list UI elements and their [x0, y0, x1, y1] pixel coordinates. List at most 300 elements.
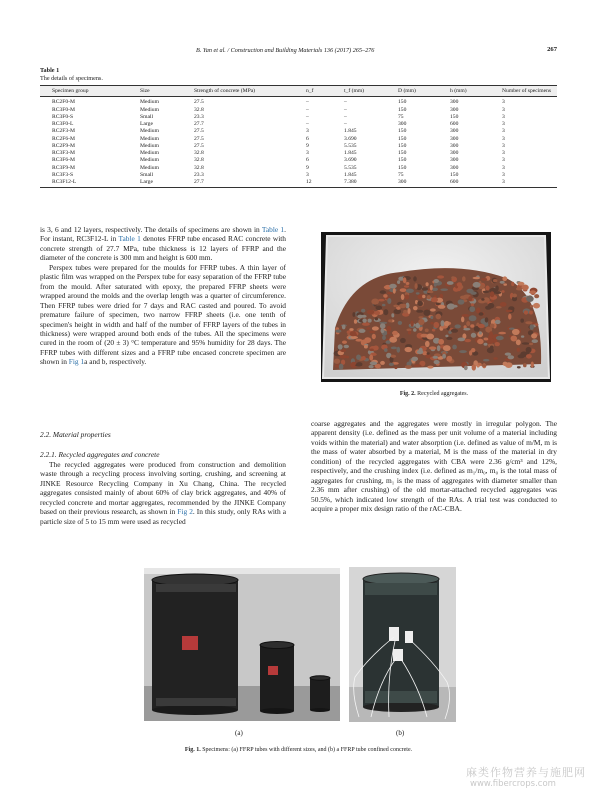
table-row — [40, 165, 557, 172]
aggregate-particle — [530, 305, 533, 308]
table-cell: 3 — [502, 171, 505, 178]
table-cell: – — [344, 99, 347, 106]
table-cell: 150 — [398, 157, 407, 164]
aggregate-particle — [399, 304, 407, 309]
aggregate-particle — [440, 288, 448, 291]
aggregate-particle — [447, 281, 454, 285]
aggregate-particle — [464, 366, 468, 371]
text-run: is 3, 6 and 12 layers, respectively. The details of specimens are shown in — [40, 225, 262, 234]
aggregate-particle — [512, 294, 517, 298]
table-cell: Medium — [140, 135, 159, 142]
aggregate-particle — [427, 366, 433, 369]
table-cell: 300 — [450, 128, 459, 135]
table-cell: 75 — [398, 171, 404, 178]
table-cell: Large — [140, 121, 153, 127]
aggregate-particle — [512, 329, 520, 335]
aggregate-particle — [391, 347, 397, 350]
aggregate-particle — [380, 361, 385, 365]
aggregate-particle — [364, 345, 368, 349]
aggregate-particle — [374, 311, 380, 315]
aggregate-particle — [477, 339, 484, 344]
aggregate-particle — [526, 296, 534, 302]
aggregate-particle — [535, 323, 539, 325]
table-row — [40, 114, 557, 121]
aggregate-particle — [362, 356, 366, 360]
figure-label: Fig. 2. — [399, 391, 416, 397]
aggregate-particle — [442, 354, 446, 359]
aggregate-particle — [481, 278, 487, 281]
aggregate-particle — [485, 317, 489, 322]
paragraph — [40, 225, 286, 263]
aggregate-particle — [381, 328, 385, 333]
ffrp-tubes-photo — [144, 568, 340, 721]
aggregate-particle — [361, 315, 367, 318]
aggregate-particle — [511, 282, 514, 286]
aggregate-particle — [455, 324, 461, 328]
aggregate-particle — [410, 321, 413, 327]
table-cell: 3 — [502, 113, 505, 120]
table-row — [40, 143, 557, 150]
table-row — [40, 179, 557, 188]
specimen-table — [40, 85, 557, 188]
table-row — [40, 128, 557, 135]
table-cell: 5.535 — [344, 164, 357, 171]
text-run: . In this study, only RAs with a particle size of 5 to 15 mm were used as recycled — [40, 507, 286, 526]
table-cell: RC2F0-M — [52, 99, 76, 106]
aggregate-particle — [483, 291, 490, 293]
table-row — [40, 97, 557, 107]
aggregate-particle — [445, 335, 448, 338]
aggregate-particle — [356, 362, 362, 366]
figure-label: Fig. 1. — [184, 747, 201, 753]
aggregate-particle — [490, 324, 495, 328]
table-cell: 27.5 — [194, 142, 204, 149]
aggregate-particle — [362, 319, 366, 323]
table-cell: 600 — [450, 121, 459, 127]
table-cell: RC3F3-S — [52, 171, 74, 178]
aggregate-particle — [340, 355, 347, 359]
table-cell: RC3F6-M — [52, 157, 76, 164]
aggregate-particle — [397, 280, 400, 284]
aggregate-particle — [472, 364, 476, 370]
aggregate-particle — [506, 310, 513, 313]
aggregate-particle — [479, 312, 484, 316]
aggregate-particle — [384, 309, 389, 315]
aggregate-particle — [427, 352, 430, 354]
aggregate-particle — [394, 367, 397, 369]
table-cell: – — [344, 121, 347, 127]
aggregate-particle — [369, 331, 375, 334]
table-cell: – — [306, 99, 309, 106]
table-cell: 3 — [502, 135, 505, 142]
aggregate-particle — [457, 282, 462, 287]
aggregate-particle — [521, 285, 528, 291]
aggregate-particle — [520, 319, 524, 323]
aggregate-particle — [477, 365, 480, 368]
aggregate-particle — [382, 336, 386, 341]
aggregate-particle — [531, 362, 534, 368]
aggregate-particle — [494, 291, 501, 294]
watermark-url: www.fibercrops.com — [470, 779, 556, 789]
aggregate-particle — [393, 305, 399, 308]
table-cell: – — [344, 106, 347, 113]
aggregate-particle — [500, 281, 505, 284]
table-cell: 3 — [306, 128, 309, 135]
right-column-text — [311, 419, 557, 514]
aggregate-particle — [350, 336, 358, 339]
aggregate-particle — [378, 299, 385, 302]
aggregate-particle — [403, 277, 407, 283]
figure-caption-text: Recycled aggregates. — [417, 391, 469, 397]
paragraph — [40, 460, 286, 526]
figure-2-caption — [311, 391, 557, 397]
table-cell: RC2F6-M — [52, 135, 76, 142]
aggregate-particle — [485, 286, 489, 291]
subfigure-label-a: (a) — [235, 729, 243, 737]
aggregate-particle — [408, 331, 411, 335]
aggregate-particle — [361, 309, 365, 313]
aggregate-particle — [387, 292, 393, 294]
page-number: 267 — [547, 46, 557, 53]
aggregate-particle — [511, 336, 518, 342]
table-row — [40, 136, 557, 143]
aggregate-particle — [434, 322, 440, 328]
table-cell: 9 — [306, 164, 309, 171]
figure-ref-link[interactable]: Fig 2 — [177, 507, 193, 517]
aggregate-particle — [415, 283, 418, 289]
aggregate-particle — [471, 348, 475, 352]
table-cell: – — [306, 106, 309, 113]
table-cell: 150 — [398, 128, 407, 135]
aggregate-particle — [376, 306, 383, 311]
aggregate-particle — [334, 359, 340, 364]
table-cell: 27.7 — [194, 121, 204, 127]
aggregate-particle — [362, 322, 370, 326]
aggregate-particle — [487, 348, 494, 354]
table-cell: 300 — [398, 121, 407, 127]
aggregate-particle — [371, 299, 379, 305]
table-cell: Small — [140, 113, 154, 120]
table-cell: 32.8 — [194, 106, 204, 113]
aggregate-particle — [523, 363, 527, 367]
running-header: B. Yan et al. / Construction and Building Materials 136 (2017) 265–276 — [196, 47, 375, 54]
table-cell: – — [306, 121, 309, 127]
aggregate-particle — [433, 356, 439, 359]
aggregate-particle — [451, 329, 458, 333]
aggregate-particle — [401, 294, 405, 300]
aggregate-particle — [526, 354, 532, 359]
column-header: n_f — [306, 86, 344, 97]
aggregate-particle — [493, 357, 497, 359]
aggregate-particle — [389, 337, 397, 343]
aggregate-particle — [438, 305, 446, 309]
table-cell: 150 — [398, 142, 407, 149]
table-ref-link[interactable]: Table 1 — [261, 225, 285, 234]
table-cell: 27.5 — [194, 135, 204, 142]
aggregate-particle — [389, 284, 397, 289]
aggregate-particle — [430, 285, 433, 291]
table-cell: 1.845 — [344, 150, 357, 156]
table-cell: 600 — [450, 179, 502, 188]
aggregate-particle — [533, 303, 540, 309]
column-header: D (mm) — [398, 86, 450, 97]
aggregate-particle — [452, 345, 457, 350]
table-row — [40, 172, 557, 179]
aggregate-particle — [526, 349, 529, 354]
table-cell: 3.690 — [344, 157, 357, 164]
aggregate-particle — [434, 279, 439, 283]
aggregate-particle — [443, 345, 451, 351]
aggregate-particle — [465, 339, 472, 342]
table-cell: 1.845 — [344, 128, 357, 135]
table-cell: 300 — [450, 142, 459, 149]
table-cell: 12 — [306, 179, 344, 188]
table-cell: 3 — [502, 150, 505, 156]
table-cell: 150 — [398, 150, 407, 156]
aggregate-particle — [461, 317, 464, 323]
table-cell: 27.5 — [194, 128, 204, 135]
recycled-aggregates-photo — [321, 232, 551, 382]
aggregate-particle — [405, 347, 413, 352]
aggregate-particle — [460, 296, 467, 300]
aggregate-particle — [471, 333, 476, 338]
aggregate-particle — [406, 289, 414, 293]
aggregate-particle — [466, 321, 470, 326]
aggregate-particle — [517, 366, 521, 368]
table-cell: RC3F0-S — [52, 113, 74, 120]
table-label: Table 1 — [40, 67, 60, 74]
aggregate-particle — [391, 355, 397, 358]
aggregate-particle — [503, 283, 507, 285]
aggregate-particle — [383, 294, 387, 298]
aggregate-particle — [342, 341, 347, 344]
aggregate-particle — [400, 288, 407, 292]
text-run: a and b, respectively. — [84, 357, 147, 367]
aggregate-particle — [496, 336, 504, 340]
table-cell: 150 — [450, 171, 459, 178]
aggregate-particle — [434, 360, 440, 364]
table-ref-link[interactable]: Table 1 — [118, 234, 141, 244]
figure-ref-link[interactable]: Fig 1 — [68, 357, 85, 367]
aggregate-particle — [407, 308, 410, 314]
left-column-bottom-text — [40, 460, 286, 526]
aggregate-particle — [355, 339, 362, 342]
aggregate-particle — [468, 296, 472, 301]
aggregate-particle — [446, 337, 452, 340]
text-run: The recycled aggregates were produced from construction and demolition waste through a recycling process involving sorting, crushing, and screening at JINKE Resource Recycling Company in Xu Chang, China. The recycled aggregates consisted mainly of about 60% of clay brick aggregates, and 40% of recycled concrete and mortar aggregates, recommended by the JINKE Company based on their previous research, as shown in — [40, 460, 286, 517]
aggregate-particle — [451, 276, 454, 279]
table-cell: Small — [140, 171, 154, 178]
table-row — [40, 150, 557, 157]
aggregate-particle — [366, 327, 370, 330]
aggregate-particle — [404, 295, 409, 300]
table-cell: 3 — [502, 157, 505, 164]
table-cell: 300 — [450, 135, 459, 142]
table-cell: 27.5 — [194, 99, 204, 106]
aggregate-particle — [419, 348, 423, 353]
column-header: Specimen group — [40, 86, 140, 97]
aggregate-particle — [430, 322, 433, 325]
aggregate-particle — [423, 310, 430, 316]
table-cell: – — [306, 113, 309, 120]
column-header: t_f (mm) — [344, 86, 398, 97]
column-header: Number of specimens — [502, 86, 557, 97]
aggregate-particle — [394, 309, 402, 314]
aggregate-particle — [404, 285, 409, 287]
aggregate-particle — [516, 339, 521, 345]
aggregate-particle — [481, 364, 486, 367]
aggregate-particle — [398, 321, 402, 325]
table-cell: 150 — [398, 99, 407, 106]
aggregate-particle — [508, 355, 515, 359]
aggregate-particle — [522, 342, 530, 345]
aggregate-particle — [388, 319, 392, 322]
aggregate-particle — [438, 339, 444, 345]
aggregate-particle — [413, 276, 417, 281]
aggregate-particle — [422, 334, 425, 337]
aggregate-particle — [350, 331, 357, 336]
aggregate-particle — [359, 329, 366, 333]
table-cell: 23.3 — [194, 171, 204, 178]
aggregate-particle — [479, 331, 482, 334]
aggregate-particle — [368, 319, 372, 323]
table-body — [40, 97, 557, 188]
aggregate-particle — [437, 275, 444, 278]
aggregate-particle — [417, 301, 423, 307]
aggregate-particle — [466, 289, 473, 294]
table-cell: 300 — [450, 99, 459, 106]
aggregate-particle — [372, 334, 376, 339]
table-cell: 3 — [306, 150, 309, 156]
table-cell: RC3F3-M — [52, 150, 76, 156]
table-cell: 3 — [502, 99, 505, 106]
text-run: Perspex tubes were prepared for the moulds for FFRP tubes. A thin layer of plastic film was wrapped on the Perspex tube for easy separation of the FFRP tube from the mould. After saturated with epoxy, the prepared FFRP sheets were wrapped around the molds and the overlap length was a quarter of circumference. Then FFRP tubes were dried for 7 days and RAC casted and poured. To avoid premature failure of specimen, two narrow FFRP sheets (i.e. one tenth of specimen's height in width and half of the number of FFRP layers of the tubes in thickness) were wrapped around both ends of the tubes. All the specimens were cured in the room of (20 ± 3) °C temperature and 95% humidity for 28 days. The FFRP tubes with different sizes and a FFRP tube encased concrete specimen are shown in — [40, 262, 286, 367]
table-cell: 23.3 — [194, 113, 204, 120]
aggregate-particle — [436, 303, 440, 305]
aggregate-particle — [340, 349, 346, 352]
text-run: denotes FFRP tube encased RAC concrete with concrete strength of 27.7 MPa, tube thickness is 12 layers of FFRP and the diameter of the concrete is 300 mm and height is 600 mm. — [40, 234, 286, 263]
table-cell: 75 — [398, 113, 404, 120]
aggregate-particle — [498, 332, 506, 335]
aggregate-particle — [375, 317, 378, 320]
aggregate-particle — [470, 324, 474, 327]
aggregate-particle — [422, 295, 425, 298]
aggregate-particle — [478, 324, 485, 328]
left-column-top-text — [40, 225, 286, 367]
confined-concrete-illustration — [349, 567, 456, 722]
aggregate-particle — [413, 306, 418, 310]
table-cell: 27.7 — [194, 179, 306, 188]
paragraph — [40, 263, 286, 367]
aggregate-particle — [524, 310, 528, 314]
aggregate-particle — [529, 291, 536, 294]
table-title — [40, 67, 103, 83]
aggregate-particle — [437, 345, 441, 351]
aggregate-particle — [459, 350, 467, 353]
aggregate-particle — [493, 279, 497, 282]
table-cell: 7.380 — [344, 179, 398, 188]
aggregate-particle — [458, 338, 466, 342]
aggregate-particle — [496, 306, 502, 308]
aggregate-particle — [384, 348, 388, 352]
table-cell: 32.8 — [194, 157, 204, 164]
ffrp-confined-concrete-photo — [349, 567, 456, 722]
aggregate-particle — [434, 282, 437, 286]
table-caption: The details of specimens. — [40, 75, 103, 82]
aggregate-particle — [484, 338, 489, 341]
aggregate-particle — [338, 344, 343, 350]
aggregate-particle — [495, 342, 500, 346]
table-cell: 300 — [398, 179, 450, 188]
table-cell: 1.845 — [344, 171, 357, 178]
aggregate-particle — [484, 343, 488, 346]
aggregate-particle — [529, 343, 533, 345]
column-header: Strength of concrete (MPa) — [194, 86, 306, 97]
aggregate-particle — [508, 314, 511, 320]
aggregate-particle — [392, 331, 398, 335]
aggregate-particle — [458, 299, 465, 304]
aggregate-particle — [342, 325, 346, 330]
aggregate-particle — [534, 294, 539, 298]
aggregate-particle — [441, 320, 445, 326]
aggregate-particle — [427, 291, 434, 294]
aggregate-particle — [525, 321, 532, 324]
aggregate-particle — [431, 297, 438, 302]
aggregate-particle — [432, 329, 435, 332]
text-run: . For instant, RC3F12-L in — [40, 225, 286, 244]
aggregate-particle — [373, 346, 379, 351]
figure-1-caption — [40, 747, 557, 753]
table-cell: 3 — [502, 128, 505, 135]
table-cell: Medium — [140, 157, 159, 164]
table-cell: RC2F9-M — [52, 142, 76, 149]
aggregate-particle — [416, 292, 420, 294]
aggregate-particle — [447, 303, 455, 309]
aggregate-particle — [427, 295, 431, 299]
aggregate-particle — [469, 315, 477, 321]
aggregate-particle — [490, 291, 495, 297]
table-cell: 150 — [398, 135, 407, 142]
table-cell: 300 — [450, 164, 459, 171]
aggregate-particle — [503, 362, 508, 366]
table-cell: 32.8 — [194, 164, 204, 171]
aggregate-particle — [505, 353, 511, 356]
table-cell: Medium — [140, 150, 159, 156]
aggregate-particle — [389, 363, 394, 366]
aggregate-particle — [488, 303, 495, 309]
section-heading-2-2: 2.2. Material properties — [40, 430, 111, 439]
table-cell: 3 — [502, 164, 505, 171]
table-cell: 3 — [502, 179, 557, 188]
aggregate-particle — [481, 298, 484, 301]
aggregate-particle — [430, 316, 433, 319]
aggregate-particle — [531, 333, 537, 338]
watermark-chinese: 麻类作物营养与施肥网 — [466, 766, 586, 779]
aggregate-particle — [414, 364, 422, 367]
aggregate-particle — [426, 282, 429, 286]
table-cell: 150 — [398, 164, 407, 171]
aggregate-particle — [412, 357, 419, 362]
aggregate-particle — [436, 314, 442, 320]
aggregate-particle — [397, 347, 401, 353]
aggregate-particle — [529, 311, 533, 315]
aggregate-particle — [473, 282, 481, 288]
table-cell: RC3F0-M — [52, 106, 76, 113]
aggregate-particle — [430, 308, 436, 311]
aggregate-particle — [372, 326, 379, 330]
aggregate-particle — [446, 356, 452, 362]
table-header-row — [40, 86, 557, 97]
